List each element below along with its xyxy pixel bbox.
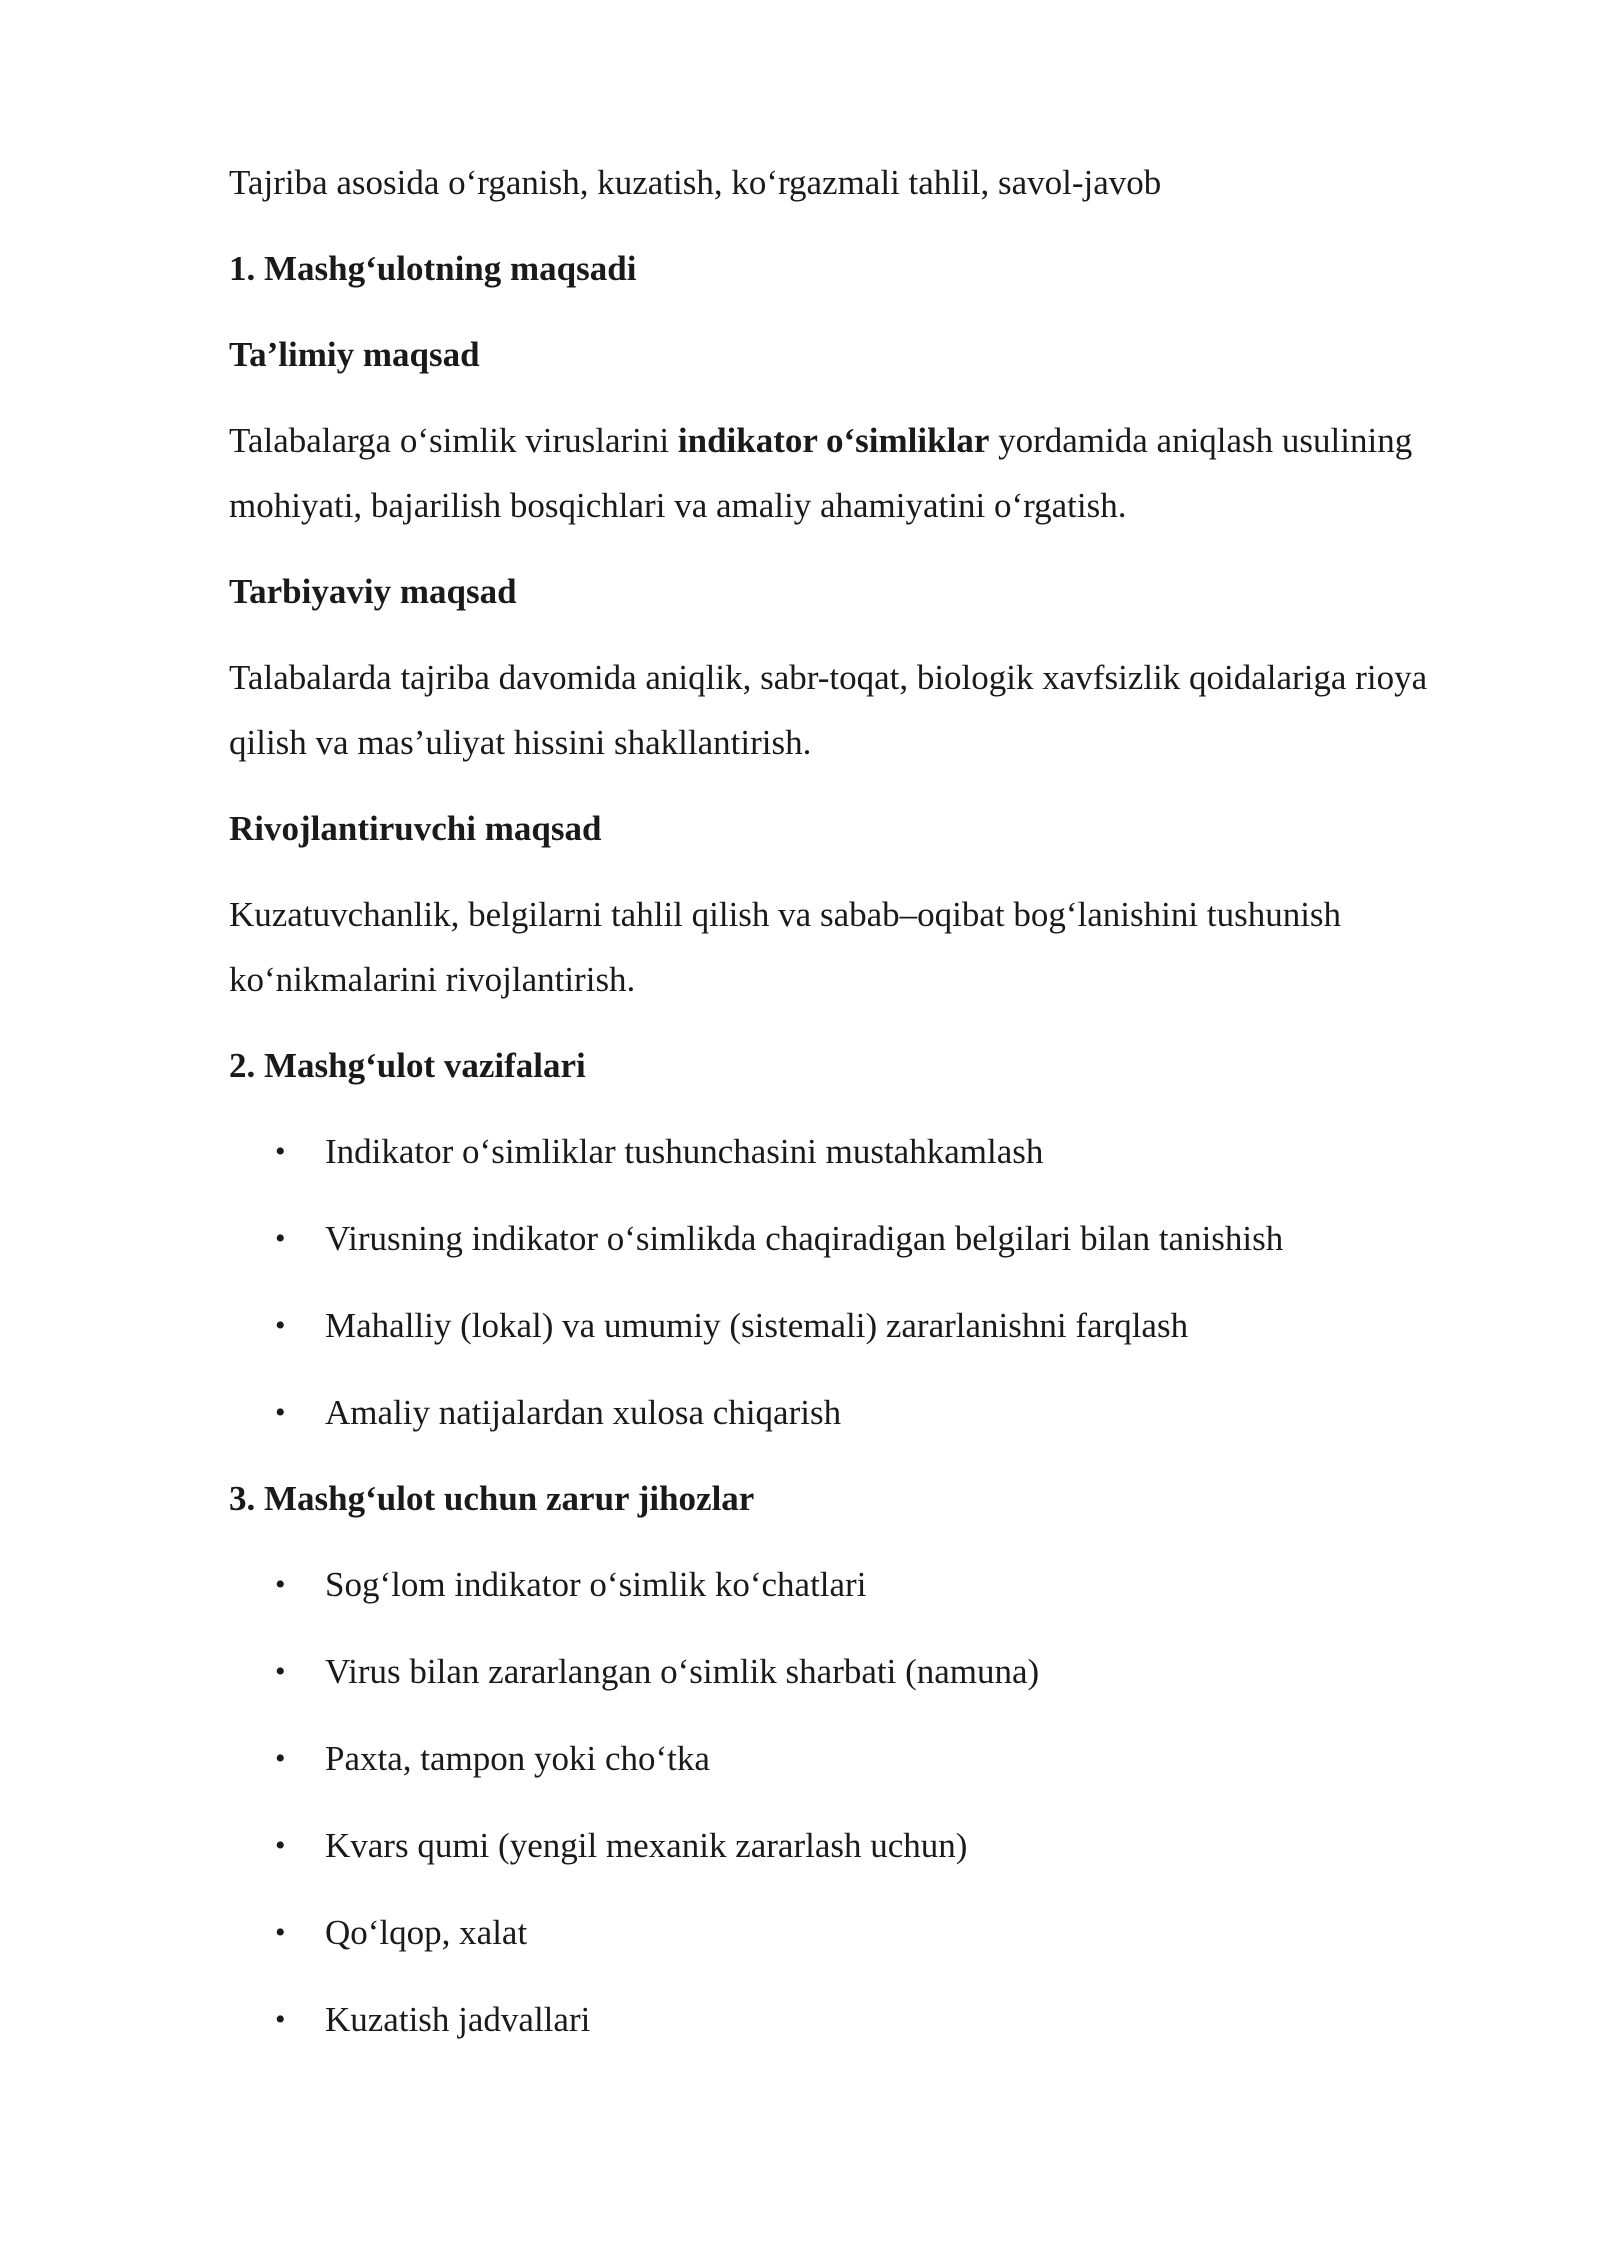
- list-item: [229, 1813, 1449, 1878]
- tarbiyaviy-heading: Tarbiyaviy maqsad: [229, 572, 517, 611]
- talimiy-heading: Ta’limiy maqsad: [229, 335, 480, 374]
- section-2-heading: 2. Mashgʻulot vazifalari: [229, 1046, 586, 1085]
- list-item: [229, 1552, 1449, 1617]
- list-item-text: Kvars qumi (yengil mexanik zararlash uchun): [325, 1826, 968, 1865]
- equipment-list: [229, 1552, 1449, 2052]
- bullet-icon: •: [275, 1829, 286, 1862]
- list-item-text: Amaliy natijalardan xulosa chiqarish: [325, 1393, 842, 1432]
- list-item-text: Kuzatish jadvallari: [325, 2000, 591, 2039]
- bullet-icon: •: [275, 1568, 286, 1601]
- bullet-icon: •: [275, 1916, 286, 1949]
- bullet-icon: •: [275, 1135, 286, 1168]
- document-body: [229, 150, 1449, 2073]
- list-item-text: Paxta, tampon yoki choʻtka: [325, 1739, 710, 1778]
- section-3-heading: 3. Mashgʻulot uchun zarur jihozlar: [229, 1479, 755, 1518]
- bullet-icon: •: [275, 1655, 286, 1688]
- list-item: [229, 1119, 1449, 1184]
- list-item: [229, 1987, 1449, 2052]
- rivojlantiruvchi-heading: Rivojlantiruvchi maqsad: [229, 809, 602, 848]
- rivojlantiruvchi-paragraph: Kuzatuvchanlik, belgilarni tahlil qilish va sabab–oqibat bogʻlanishini tushunish koʻnikmalarini rivojlantirish.: [229, 895, 1342, 999]
- section-1-heading: 1. Mashgʻulotning maqsadi: [229, 249, 637, 288]
- list-item-text: Virus bilan zararlangan oʻsimlik sharbati (namuna): [325, 1652, 1040, 1691]
- intro-paragraph: Tajriba asosida oʻrganish, kuzatish, koʻrgazmali tahlil, savol-javob: [229, 163, 1162, 202]
- list-item-text: Virusning indikator oʻsimlikda chaqiradigan belgilari bilan tanishish: [325, 1219, 1284, 1258]
- list-item: [229, 1206, 1449, 1271]
- bullet-icon: •: [275, 1222, 286, 1255]
- list-item-text: Mahalliy (lokal) va umumiy (sistemali) zararlanishni farqlash: [325, 1306, 1189, 1345]
- list-item: [229, 1639, 1449, 1704]
- bullet-icon: •: [275, 1742, 286, 1775]
- list-item-text: Sogʻlom indikator oʻsimlik koʻchatlari: [325, 1565, 867, 1604]
- list-item: [229, 1293, 1449, 1358]
- talimiy-text-start: Talabalarga oʻsimlik viruslarini: [229, 421, 678, 460]
- list-item-text: Indikator oʻsimliklar tushunchasini mustahkamlash: [325, 1132, 1044, 1171]
- talimiy-bold-term: indikator oʻsimliklar: [677, 421, 990, 460]
- list-item: [229, 1380, 1449, 1445]
- bullet-icon: •: [275, 2003, 286, 2036]
- list-item-text: Qoʻlqop, xalat: [325, 1913, 528, 1952]
- tarbiyaviy-paragraph: Talabalarda tajriba davomida aniqlik, sabr-toqat, biologik xavfsizlik qoidalariga rioya qilish va mas’uliyat hissini shakllantirish.: [229, 658, 1428, 762]
- list-item: [229, 1726, 1449, 1791]
- talimiy-text-end: yordamida aniqlash usulining mohiyati, bajarilish bosqichlari va amaliy ahamiyatini oʻrgatish.: [229, 421, 1413, 525]
- bullet-icon: •: [275, 1309, 286, 1342]
- talimiy-paragraph: [229, 408, 1449, 538]
- tasks-list: [229, 1119, 1449, 1445]
- bullet-icon: •: [275, 1396, 286, 1429]
- list-item: [229, 1900, 1449, 1965]
